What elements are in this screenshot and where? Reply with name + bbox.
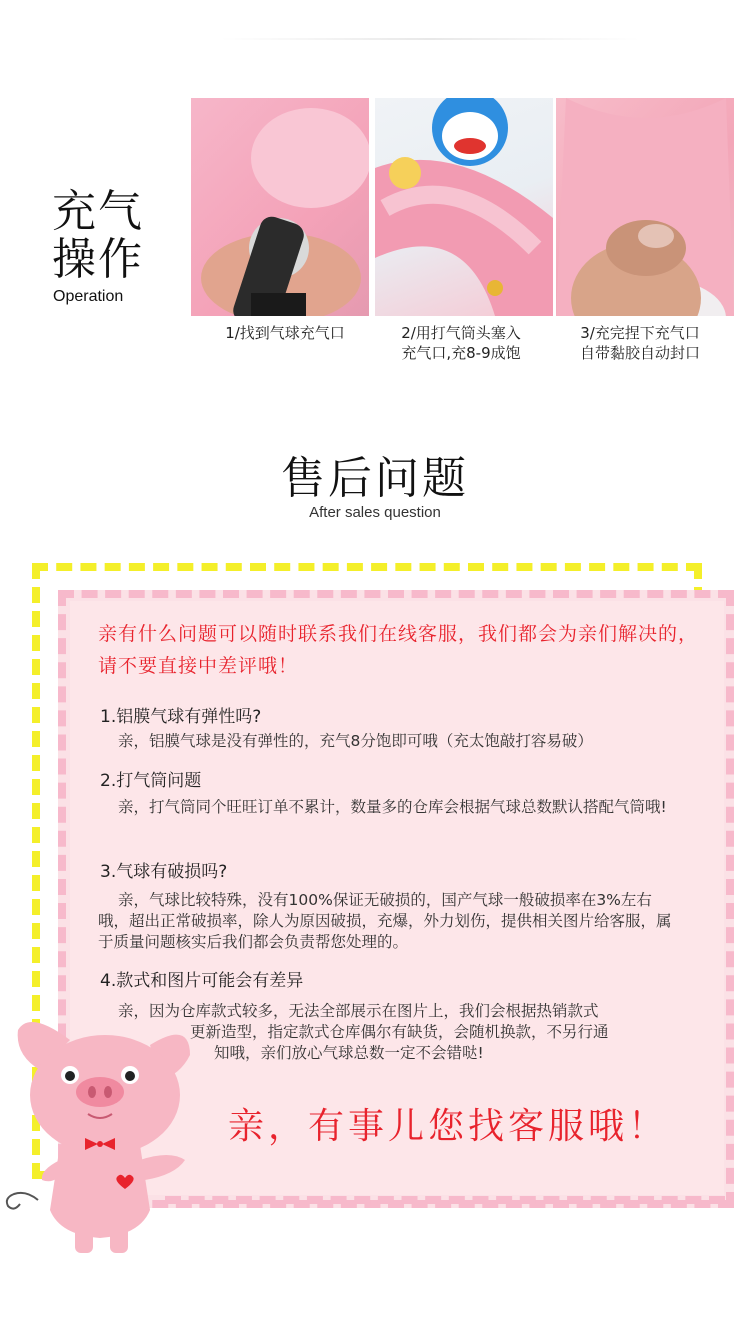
closing-message: 亲，有事儿您找客服哦！ — [228, 1106, 669, 1147]
after-sales-subtitle: After sales question — [309, 504, 441, 521]
faq-answer-2: 亲，打气筒同个旺旺订单不累计，数量多的仓库会根据气球总数默认搭配气筒哦! — [118, 798, 667, 816]
faq-answer-3: 亲，气球比较特殊，没有100%保证无破损的，国产气球一般破损率在3%左右哦，超出正常破损率，除人为原因破损，充爆，外力划伤，提供相关图片给客服，属于质量问题核实后我们都会负责帮您处理的。 — [98, 891, 672, 951]
faq-question-1: 1.铝膜气球有弹性吗? — [100, 707, 262, 727]
step2-caption: 2/用打气筒头塞入 充气口,充8-9成饱 — [401, 324, 521, 362]
faq-answer-4-line3: 知哦，亲们放心气球总数一定不会错哒! — [214, 1044, 484, 1062]
step2-photo — [375, 98, 553, 316]
faq-answer-1: 亲，铝膜气球是没有弹性的，充气8分饱即可哦（充太饱敲打容易破） — [118, 732, 593, 750]
step3-caption: 3/充完捏下充气口 自带黏胶自动封口 — [579, 324, 700, 362]
pig-mascot-icon — [0, 1010, 200, 1260]
after-sales-title: 售后问题 — [281, 453, 469, 504]
top-divider — [220, 38, 640, 40]
faq-question-3: 3.气球有破损吗? — [100, 862, 228, 882]
bottom-dashed-line — [165, 1196, 725, 1204]
step3-photo — [556, 98, 734, 316]
faq-question-2: 2.打气筒问题 — [100, 771, 202, 791]
faq-answer-4-line1: 亲，因为仓库款式较多，无法全部展示在图片上，我们会根据热销款式 — [118, 1002, 599, 1020]
step1-caption: 1/找到气球充气口 — [225, 324, 345, 342]
faq-answer-4-line2: 更新造型，指定款式仓库偶尔有缺货，会随机换款，不另行通 — [190, 1023, 609, 1041]
operation-title: 充气 操作 — [52, 186, 144, 285]
faq-intro: 亲有什么问题可以随时联系我们在线客服，我们都会为亲们解决的，请不要直接中差评哦！ — [98, 623, 699, 677]
operation-subtitle: Operation — [53, 288, 124, 305]
step1-photo — [191, 98, 369, 316]
faq-question-4: 4.款式和图片可能会有差异 — [100, 971, 304, 991]
